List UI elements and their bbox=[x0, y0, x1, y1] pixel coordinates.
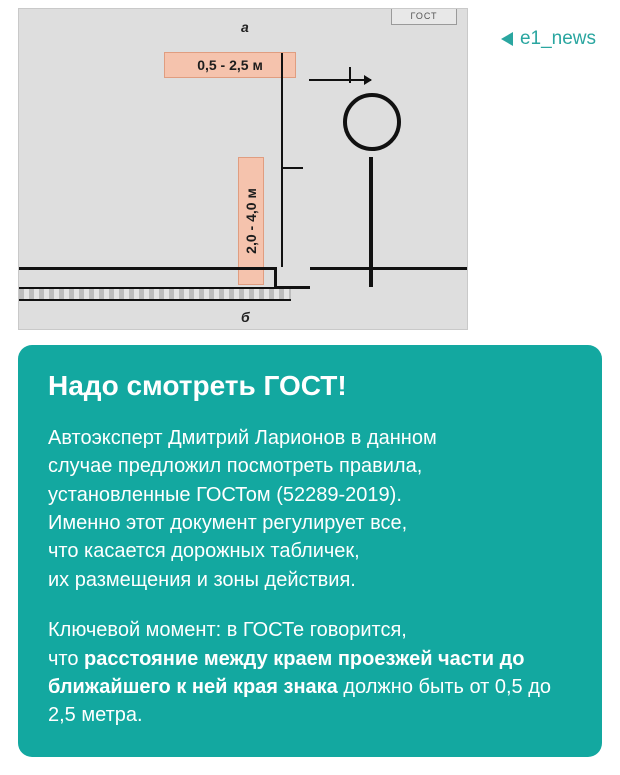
diagram-label-top: а bbox=[241, 19, 249, 35]
panel-title: Надо смотреть ГОСТ! bbox=[48, 370, 347, 401]
para2-bold: расстояние между краем проезжей части до ближайшего к ней края знака bbox=[48, 647, 525, 698]
vertical-measure-text: 2,0 - 4,0 м bbox=[243, 188, 259, 254]
para1-line-2: случае предложил посмотреть правила, bbox=[48, 455, 423, 478]
diagram-corner-box: ГОСТ bbox=[391, 9, 457, 25]
para1-line-1: Автоэксперт Дмитрий Ларионов в данном bbox=[48, 426, 437, 449]
para1-line-6: их размещения и зоны действия. bbox=[48, 568, 356, 591]
para1-line-4: Именно этот документ регулирует все, bbox=[48, 511, 408, 534]
para1-line-5: что касается дорожных табличек, bbox=[48, 540, 360, 563]
text-panel bbox=[18, 345, 602, 757]
telegram-send-icon bbox=[501, 32, 513, 46]
channel-watermark bbox=[501, 28, 596, 50]
panel-paragraph-2 bbox=[48, 616, 572, 730]
para2-pre: что bbox=[48, 647, 85, 670]
curb-shape bbox=[274, 267, 310, 289]
ground-line bbox=[19, 267, 468, 270]
channel-name: e1_news bbox=[519, 28, 596, 49]
para1-line-3: установленные ГОСТом (52289-2019). bbox=[48, 483, 402, 506]
height-tick-mark bbox=[281, 167, 303, 169]
vertical-measure-label bbox=[238, 157, 264, 285]
road-sign-circle-icon bbox=[343, 93, 401, 151]
horizontal-distance-arrow bbox=[309, 79, 371, 81]
road-sign-diagram bbox=[18, 8, 468, 330]
para2-intro: Ключевой момент: в ГОСТе говорится, bbox=[48, 619, 407, 642]
diagram-label-bottom: б bbox=[241, 309, 250, 325]
reference-vertical-line bbox=[281, 53, 283, 287]
panel-paragraph-1 bbox=[48, 424, 572, 594]
sidewalk-hatching bbox=[19, 287, 291, 301]
illustration-area bbox=[0, 0, 620, 345]
horizontal-measure-label: 0,5 - 2,5 м bbox=[164, 52, 296, 78]
para2-post: должно быть от 0,5 до 2,5 метра. bbox=[48, 675, 552, 727]
vertical-tick-top bbox=[349, 67, 351, 83]
